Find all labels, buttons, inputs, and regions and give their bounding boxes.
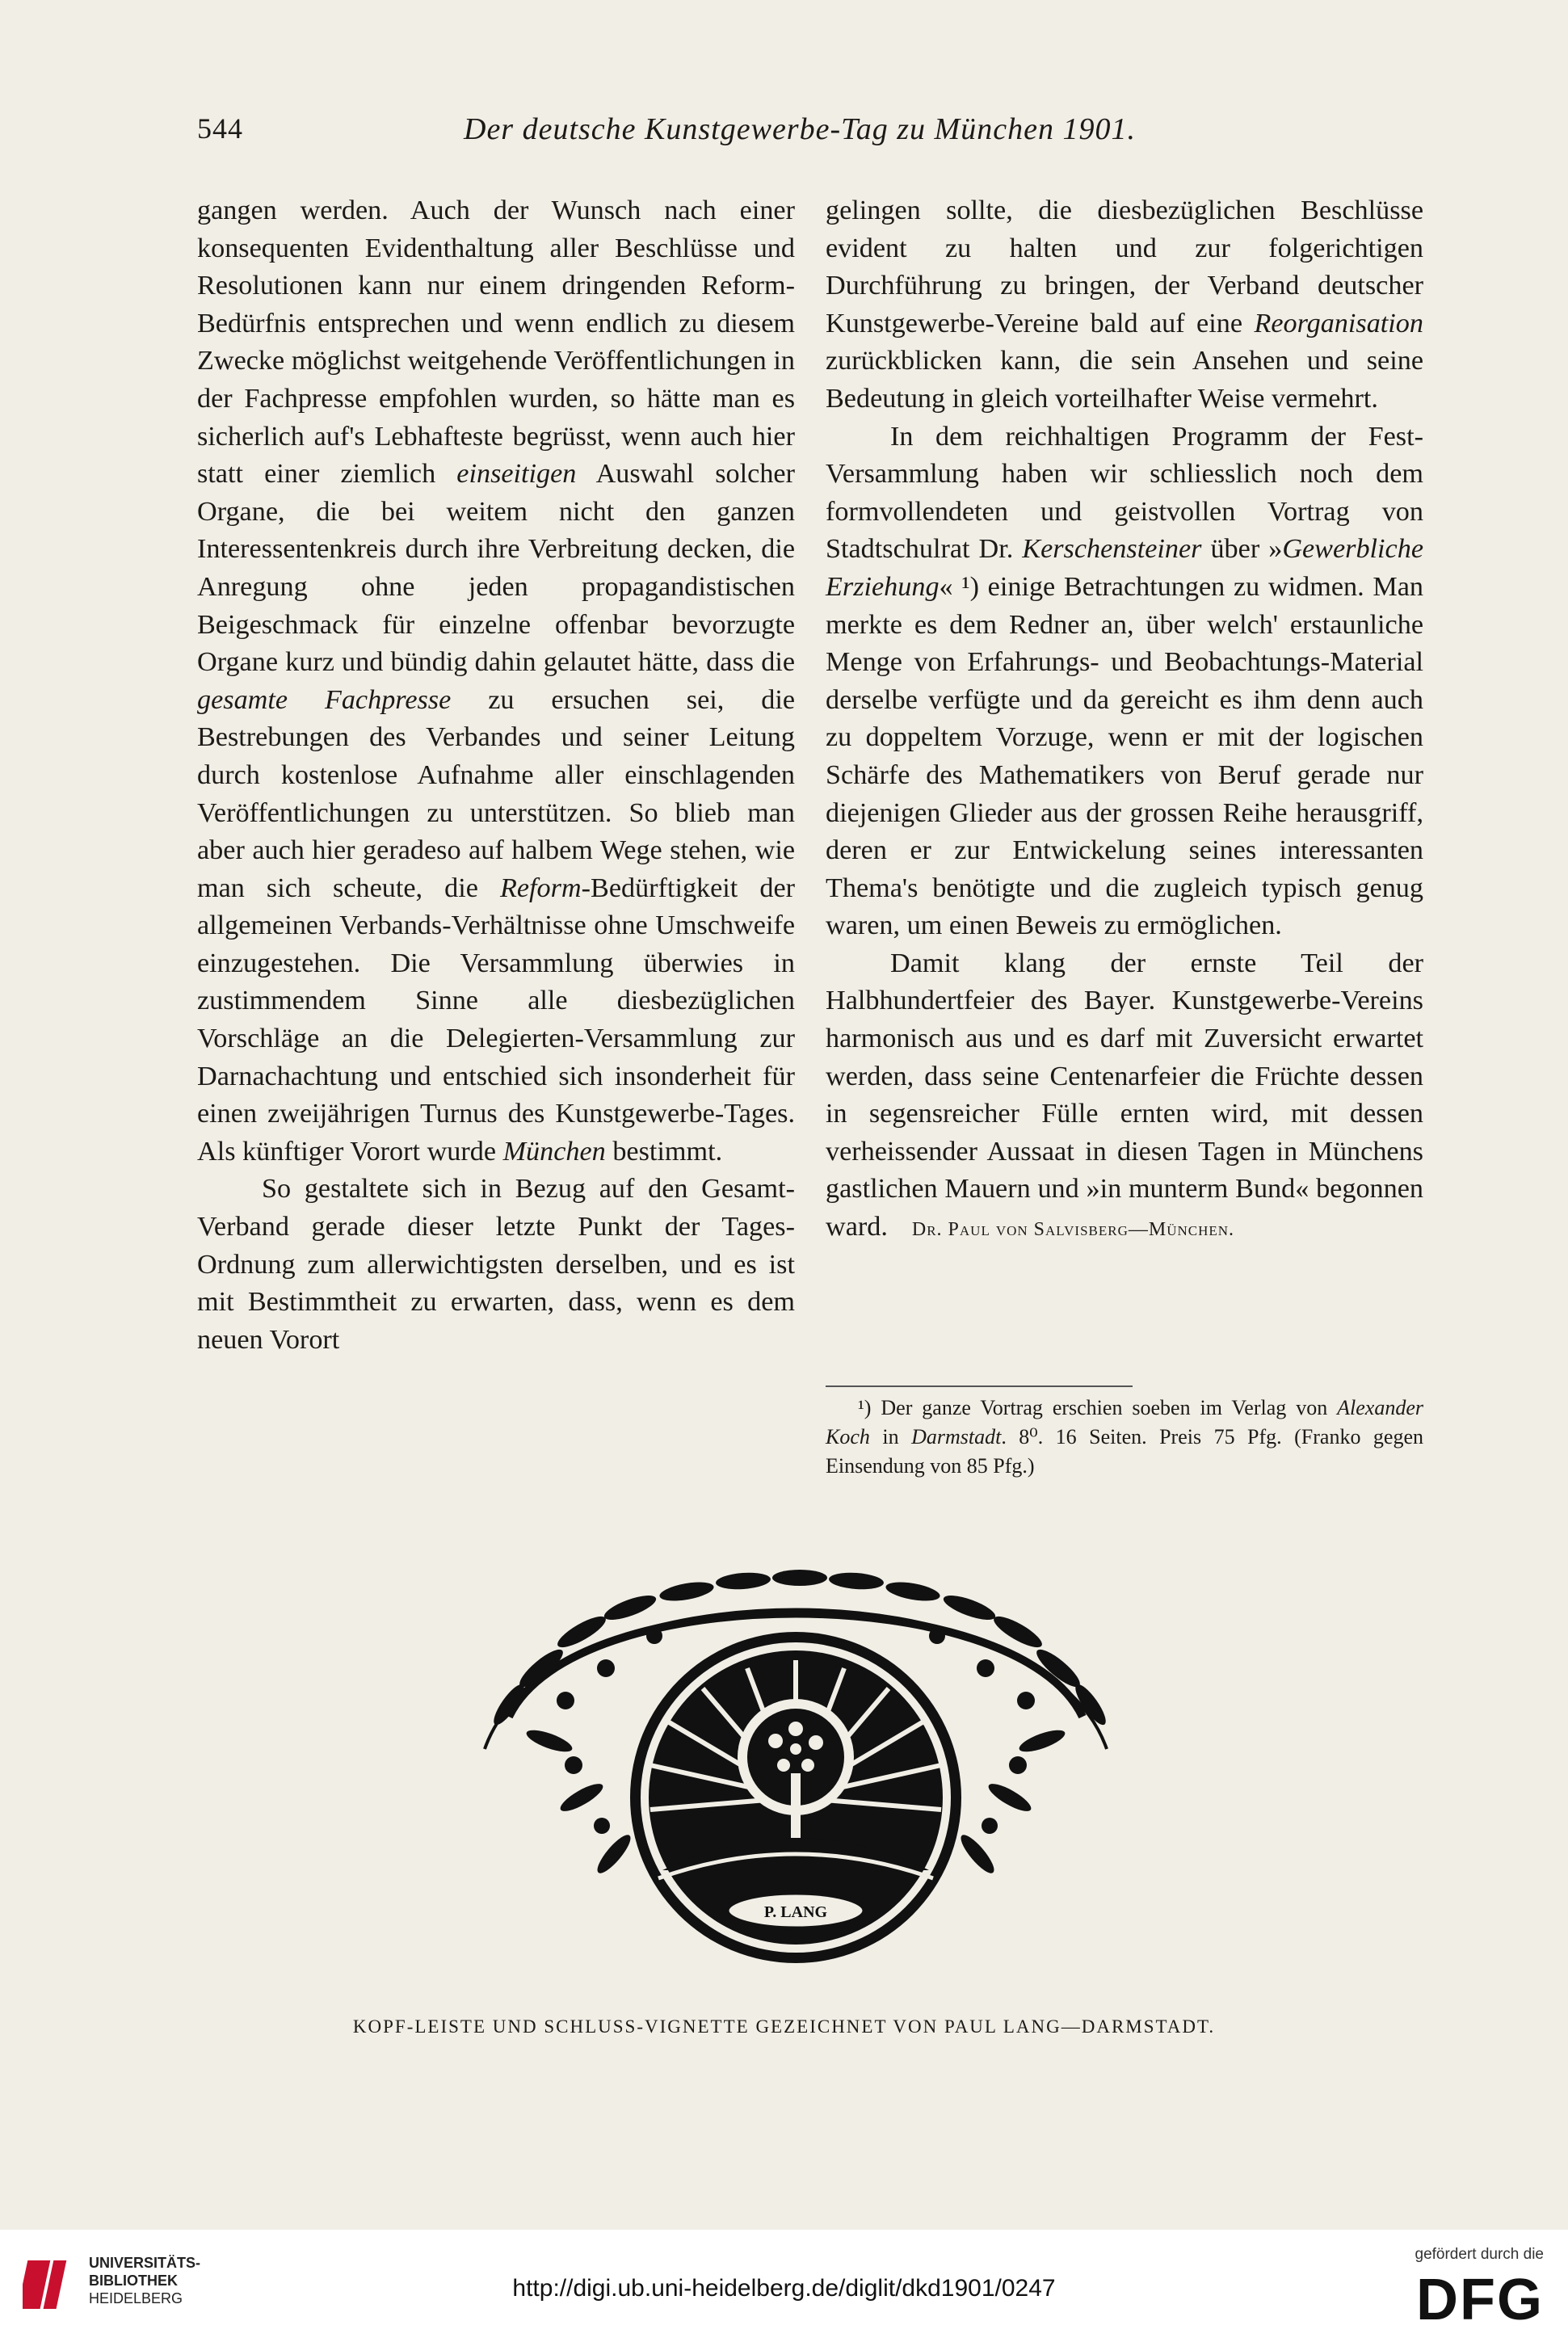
author-signature: Dr. Paul von Salvisberg—München.	[911, 1219, 1235, 1241]
emphasis: Alexander Koch	[826, 1396, 1423, 1449]
left-column	[197, 192, 795, 1359]
right-paragraph-1	[826, 192, 1423, 418]
footnote-text	[826, 1394, 1423, 1481]
emphasis: Gewerbliche Erziehung	[826, 534, 1423, 602]
right-paragraph-3	[826, 945, 1423, 1249]
text-run: . 8⁰. 16 Seiten. Preis 75 Pfg. (Franko gegen Einsendung von 85 Pfg.)	[826, 1425, 1423, 1478]
library-name-line: BIBLIOTHEK	[89, 2273, 178, 2289]
text-run: über »	[1201, 534, 1283, 565]
text-run: zu ersuchen sei, die Bestrebungen des Verbandes und seiner Leitung durch kostenlose Aufnahme aller einschlagenden Veröffentlichungen zu unterstützen. So blieb man aber auch hier geradeso auf halbem Wege stehen, wie man sich scheute, die	[197, 684, 795, 903]
text-run: gangen werden. Auch der Wunsch nach einer konsequenten Evidenthaltung aller Beschlüsse und Resolutionen kann nur einem dringenden Reform-Bedürfnis entsprechen und wenn endlich zu diesem Zwecke möglichst weitgehende Veröffentlichungen in der Fachpresse empfohlen wurden, so hätte man es sicherlich auf's Lebhafteste begrüsst, wenn auch hier statt einer ziemlich	[197, 196, 795, 490]
emphasis: Kerschensteiner	[1022, 534, 1202, 565]
emphasis: einseitigen	[456, 459, 577, 490]
emphasis: gesamte Fachpresse	[197, 684, 452, 715]
emphasis: Darmstadt	[911, 1425, 1002, 1449]
text-run: -Bedürftigkeit der allgemeinen Verbands-Verhältnisse ohne Umschweife einzugestehen. Die Versammlung überwies in zustimmendem Sinne alle diesbezüglichen Vorschläge an die Delegierten-Versammlung zur Darnachachtung und entschied sich insonderheit für einen zweijährigen Turnus des Kunstgewerbe-Tages. Als künftiger Vorort wurde	[197, 872, 796, 1167]
left-paragraph-2: So gestaltete sich in Bezug auf den Gesamt-Verband gerade dieser letzte Punkt der Tages-Ordnung zum allerwichtigsten derselben, und es ist mit Bestimmtheit zu erwarten, dass, wenn es dem neuen Vorort	[197, 1174, 795, 1355]
text-run: Auswahl solcher Organe, die bei weitem nicht den ganzen Interessentenkreis durch ihre Verbreitung decken, die Anregung ohne jeden propagandistischen Beigeschmack für einzelne offenbar bevorzugte Organe kurz und bündig dahin gelautet hätte, dass die	[197, 459, 795, 678]
library-name-line: HEIDELBERG	[89, 2290, 183, 2306]
emphasis: München	[502, 1136, 606, 1167]
closing-vignette-illustration	[452, 1531, 1139, 1983]
permalink-url[interactable]: http://digi.ub.uni-heidelberg.de/diglit/dkd1901/0247	[512, 2275, 1056, 2302]
running-title: Der deutsche Kunstgewerbe-Tag zu München 1901.	[464, 112, 1136, 146]
text-run: In dem reichhaltigen Programm der Fest-Versammlung haben wir schliesslich noch dem formvollendeten und geistvollen Vortrag von Stadtschulrat Dr.	[826, 421, 1423, 565]
library-name-line: UNIVERSITÄTS-	[89, 2255, 201, 2271]
text-run: bestimmt.	[605, 1136, 723, 1167]
dfg-logo: DFG	[1416, 2268, 1544, 2332]
text-run: zurückblicken kann, die sein Ansehen und seine Bedeutung in gleich vorteilhafter Weise vermehrt.	[826, 346, 1423, 414]
illustration-caption: KOPF-LEISTE UND SCHLUSS-VIGNETTE GEZEICHNET VON PAUL LANG—DARMSTADT.	[352, 2016, 1216, 2037]
text-run: in	[869, 1425, 912, 1449]
text-run: « ¹) einige Betrachtungen zu widmen. Man merkte es dem Redner an, über welch' erstaunliche Menge von Erfahrungs- und Beobachtungs-Material derselbe verfügte und da gereicht es ihm denn auch zu doppeltem Vorzuge, wenn er mit der logischen Schärfe des Mathematikers von Beruf gerade nur diejenigen Glieder aus der grossen Reihe herausgriff, deren er zur Entwickelung seines interessanten Thema's benötigte und die zugleich typisch genug waren, um einen Beweis zu ermöglichen.	[826, 571, 1423, 941]
page-number: 544	[197, 112, 243, 145]
text-run: ¹) Der ganze Vortrag erschien soeben im Verlag von	[858, 1396, 1338, 1419]
text-run: Damit klang der ernste Teil der Halbhundertfeier des Bayer. Kunstgewerbe-Vereins harmonisch aus und es darf mit Zuversicht erwartet werden, dass seine Centenarfeier die Früchte dessen in segensreicher Fülle ernten wird, mit dessen verheissender Aussaat in diesen Tagen in Münchens gastlichen Mauern und »in munterm Bund« begonnen ward.	[826, 948, 1423, 1242]
emphasis: Reform	[499, 872, 582, 903]
page-header	[197, 111, 1425, 160]
funding-label: gefördert durch die	[1415, 2246, 1544, 2263]
vignette-signature: P. LANG	[763, 1903, 828, 1921]
emphasis: Reorganisation	[1254, 308, 1423, 338]
footnote-rule	[826, 1385, 1133, 1387]
right-column	[826, 192, 1423, 1249]
left-paragraph-1	[197, 192, 795, 1171]
right-paragraph-2	[826, 418, 1423, 945]
text-run: gelingen sollte, die diesbezüglichen Beschlüsse evident zu halten und zur folgerichtigen Durchführung zu bringen, der Verband deutscher Kunstgewerbe-Vereine bald auf eine	[826, 196, 1423, 338]
footnote	[826, 1394, 1423, 1481]
